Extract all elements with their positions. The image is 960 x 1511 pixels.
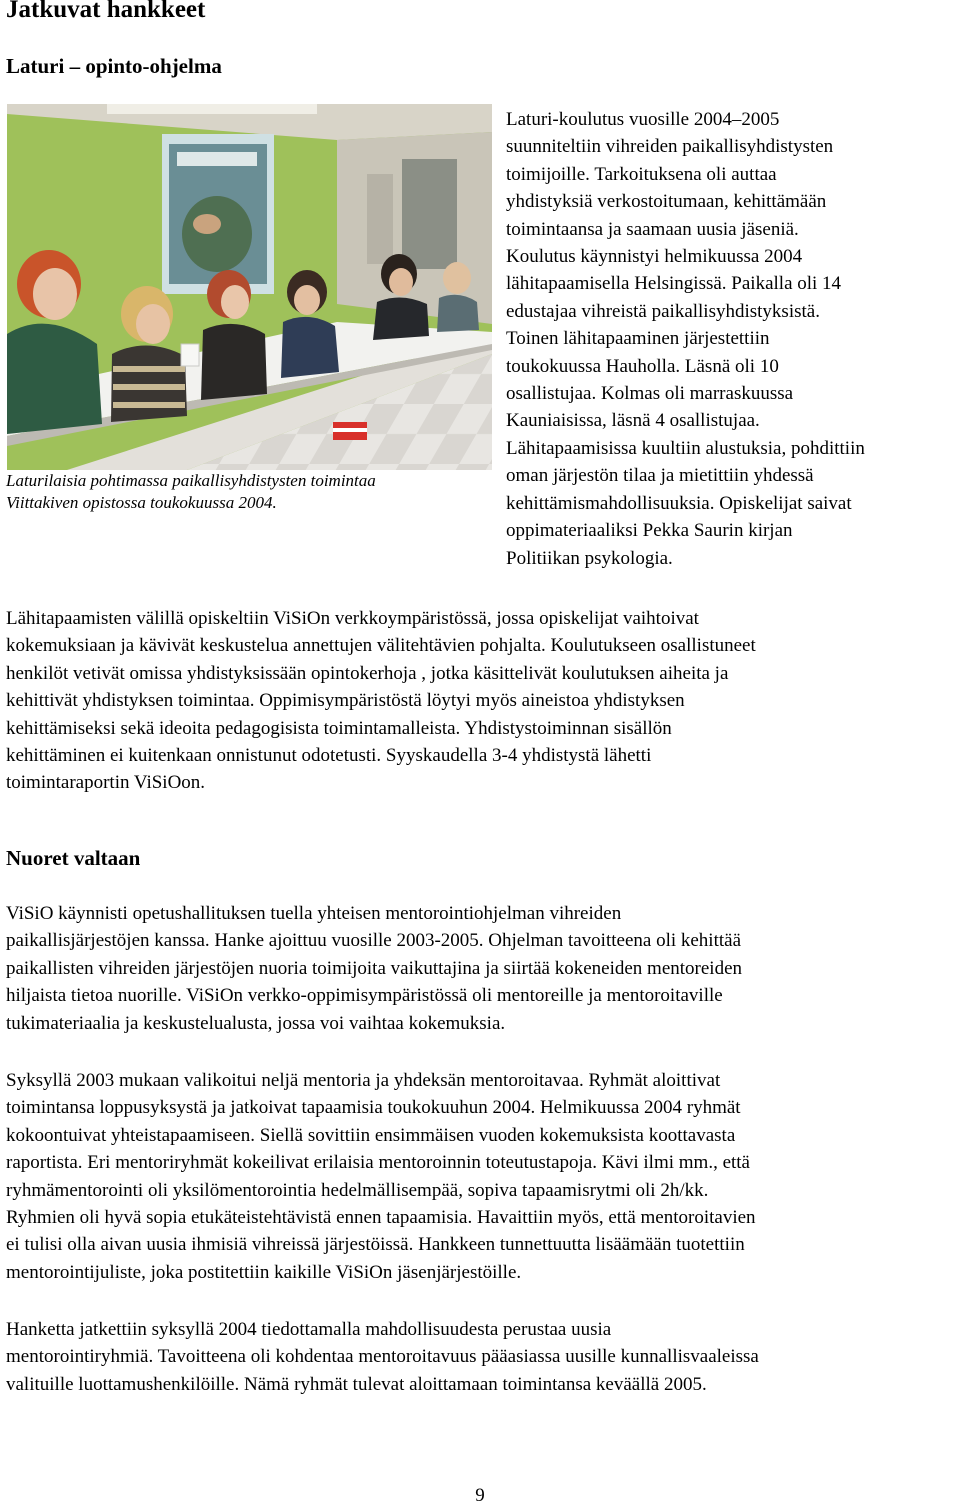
text-line: Toinen lähitapaaminen järjestettiin: [506, 328, 770, 350]
photo-caption-line: Viittakiven opistossa toukokuussa 2004.: [6, 493, 277, 512]
text-line: Lähitapaamisten välillä opiskeltiin ViSiOn verkkoympäristössä, jossa opiskelijat vaihtoivat: [6, 608, 699, 629]
text-line: osallistujaa. Kolmas oli marraskuussa: [506, 383, 794, 405]
nuoret-paragraph-3: [6, 1316, 958, 1398]
text-line: kokemuksiaan ja kävivät keskustelua annettujen välitehtävien pohjalta. Koulutukseen osallistuneet: [6, 635, 756, 657]
page-heading: Jatkuvat hankkeet: [6, 0, 206, 23]
text-line: ryhmämentorointi oli yksilömentorointia hedelmällisempää, sopiva tapaamisrytmi oli 2h/kk.: [6, 1179, 709, 1201]
nuoret-heading: Nuoret valtaan: [6, 846, 141, 870]
text-line: oppimateriaaliksi Pekka Saurin kirjan: [506, 520, 793, 542]
text-line: lähitapaamisella Helsingissä. Paikalla oli 14: [506, 273, 842, 295]
text-line: Koulutus käynnistyi helmikuussa 2004: [506, 246, 803, 268]
text-line: oman järjestön tilaa ja mietittiin yhdessä: [506, 465, 814, 487]
text-line: paikallisten vihreiden järjestöjen nuoria toimijoita vaikuttajina ja siirtää kokeneiden mentoreiden: [6, 957, 743, 979]
text-line: toimintansa loppusyksystä ja jatkoivat tapaamisia toukokuuhun 2004. Helmikuussa 2004 ryhmät: [6, 1097, 741, 1119]
text-line: Kauniaisissa, läsnä 4 osallistujaa.: [506, 410, 760, 432]
laturi-side-text: [506, 106, 958, 572]
text-line: henkilöt vetivät omissa yhdistyksissään opintokerhoja , jotka käsittelivät koulutuksen aiheita ja: [6, 662, 729, 684]
text-line: ViSiO käynnisti opetushallituksen tuella yhteisen mentorointiohjelman vihreiden: [6, 903, 622, 924]
page-number: 9: [475, 1485, 485, 1506]
text-line: Laturi-koulutus vuosille 2004–2005: [506, 109, 780, 130]
text-line: toimintaraportin ViSiOon.: [6, 772, 206, 794]
laturi-subheading: Laturi – opinto-ohjelma: [6, 54, 222, 78]
text-line: valituille luottamushenkilöille. Nämä ryhmät tulevat aloittamaan toimintansa keväällä 2005.: [6, 1373, 707, 1395]
workshop-photo: [7, 104, 492, 470]
text-line: Syksyllä 2003 mukaan valikoitui neljä mentoria ja yhdeksän mentoroitavaa. Ryhmät aloittivat: [6, 1070, 721, 1091]
text-line: kehittivät yhdistyksen toimintaa. Oppimisympäristöstä löytyi myös aineistoa yhdistyksen: [6, 690, 685, 712]
text-line: Lähitapaamisissa kuultiin alustuksia, pohdittiin: [506, 437, 865, 459]
text-line: Ryhmien oli hyvä sopia etukäteistehtävistä ennen tapaamisia. Havaittiin myös, että mentoroitavien: [6, 1207, 756, 1229]
text-line: kokoontuivat yhteistapaamiseen. Siellä sovittiin ensimmäisen vuoden kokemuksista koottavasta: [6, 1124, 736, 1146]
text-line: edustajaa vihreistä paikallisyhdistyksistä.: [506, 300, 820, 322]
text-line: yhdistyksiä verkostoitumaan, kehittämään: [506, 191, 827, 213]
text-line: tukimateriaalia ja keskustelualusta, jossa voi vaihtaa kokemuksia.: [6, 1012, 506, 1034]
text-line: mentorointiryhmiä. Tavoitteena oli kohdentaa mentoroitavuus pääasiassa uusille kunnallisvaaleissa: [6, 1346, 759, 1368]
text-line: mentorointijuliste, joka postitettiin kaikille ViSiOn jäsenjärjestöille.: [6, 1261, 522, 1283]
nuoret-paragraph-1: [6, 900, 958, 1037]
laturi-paragraph: [6, 605, 958, 797]
text-line: Politiikan psykologia.: [506, 547, 673, 569]
text-line: raportista. Eri mentoriryhmät kokeilivat erilaisia mentoroinnin toteutustapoja. Kävi ilmi mm., että: [6, 1152, 750, 1174]
text-line: paikallisjärjestöjen kanssa. Hanke ajoittuu vuosille 2003-2005. Ohjelman tavoitteena oli kehittää: [6, 930, 742, 952]
text-line: hiljaista tietoa nuorille. ViSiOn verkko-oppimisympäristössä oli mentoreille ja mentoroitaville: [6, 985, 723, 1007]
text-line: kehittäminen ei kuitenkaan onnistunut odotetusti. Syyskaudella 3-4 yhdistystä lähetti: [6, 745, 652, 767]
text-line: toimintaansa ja saamaan uusia jäseniä.: [506, 218, 799, 240]
text-line: ei tulisi olla aivan uusia ihmisiä vihreissä järjestöissä. Hankkeen tunnettuutta lisäämään tuotettiin: [6, 1234, 745, 1256]
text-line: toimijoille. Tarkoituksena oli auttaa: [506, 163, 777, 185]
photo-caption: [6, 470, 476, 514]
text-line: Hanketta jatkettiin syksyllä 2004 tiedottamalla mahdollisuudesta perustaa uusia: [6, 1319, 612, 1340]
text-line: suunniteltiin vihreiden paikallisyhdistysten: [506, 136, 834, 158]
text-line: toukokuussa Hauholla. Läsnä oli 10: [506, 355, 779, 377]
nuoret-paragraph-2: [6, 1067, 958, 1286]
text-line: kehittämiseksi sekä ideoita pedagogisista toimintamalleista. Yhdistystoiminnan sisällön: [6, 717, 672, 739]
text-line: kehittämismahdollisuuksia. Opiskelijat saivat: [506, 492, 852, 514]
photo-caption-line: Laturilaisia pohtimassa paikallisyhdistysten toimintaa: [6, 471, 376, 490]
